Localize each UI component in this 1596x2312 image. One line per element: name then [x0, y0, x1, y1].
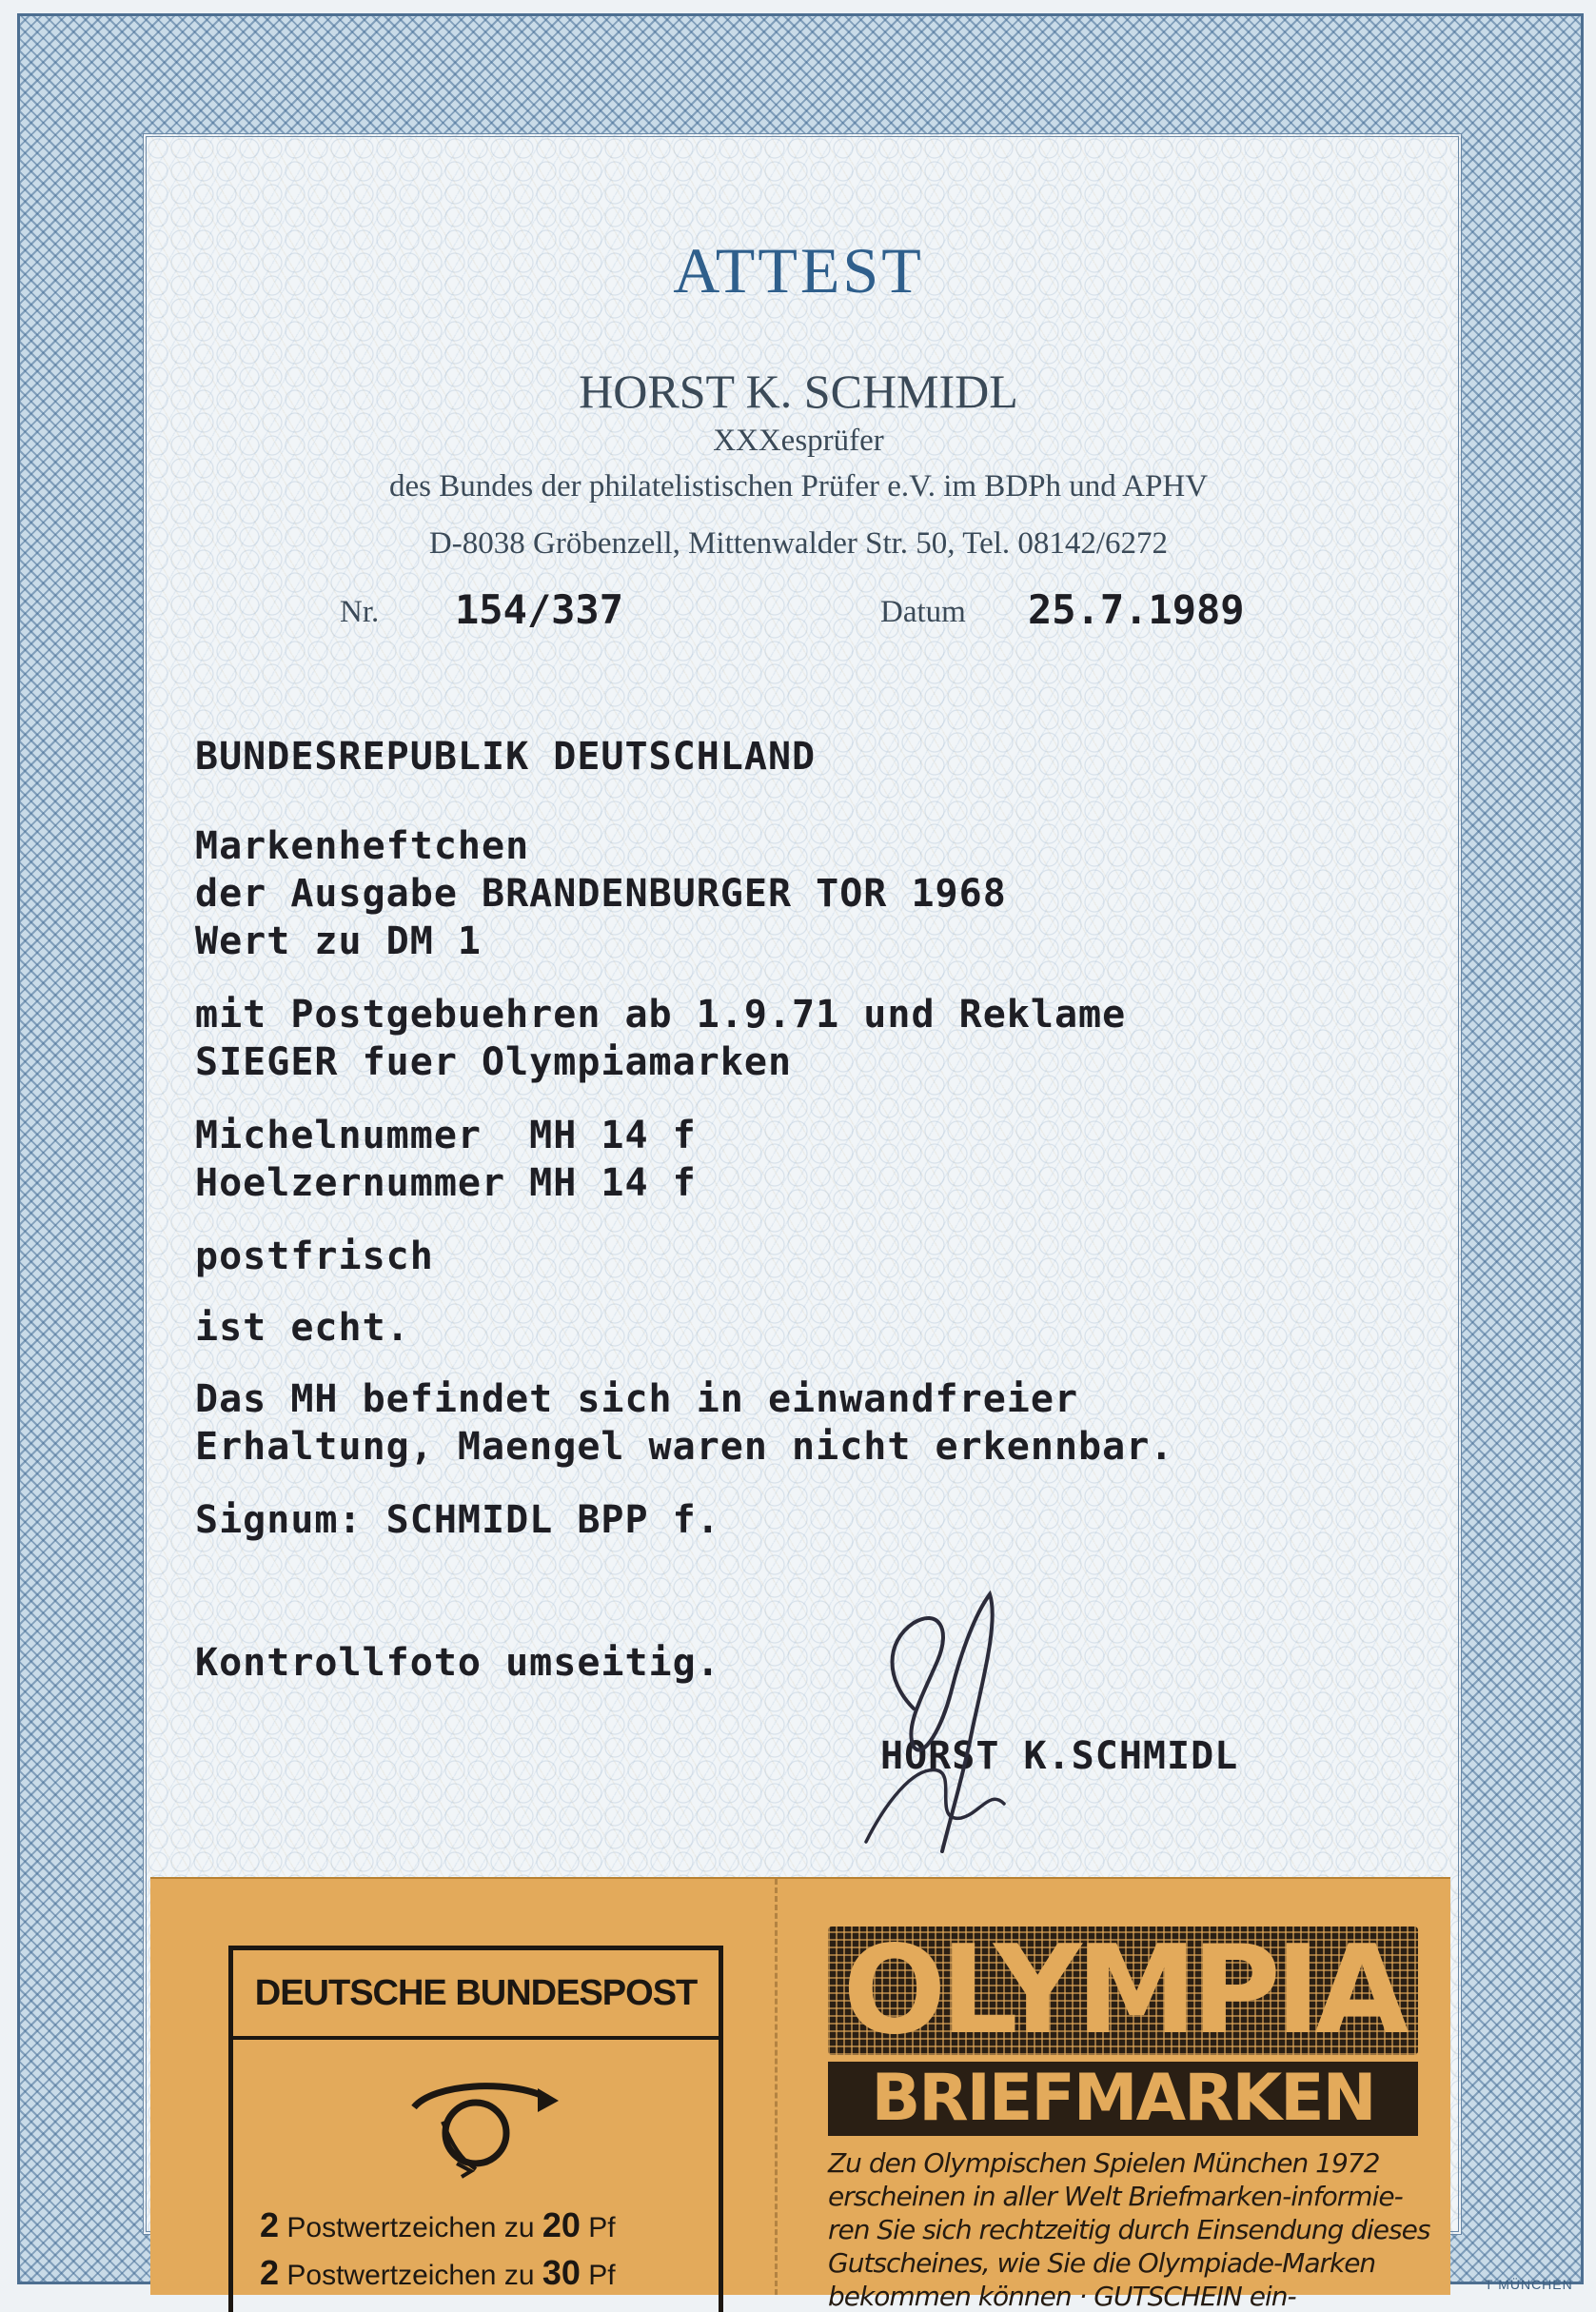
promo-line: Zu den Olympischen Spielen München 1972: [828, 2147, 1380, 2179]
booklet-cover: [150, 1877, 1450, 2312]
body-line-state-1: Das MH befindet sich in einwandfreier: [195, 1377, 1079, 1421]
body-line-item: Markenheftchen: [195, 824, 530, 868]
stamp-line-20: [260, 2205, 616, 2245]
examiner-address: D-8038 Gröbenzell, Mittenwalder Str. 50, Tel. 08142/6272: [428, 526, 1169, 561]
booklet-postal-panel: [228, 1946, 723, 2312]
signature: [847, 1575, 1104, 1861]
stamp-unit: Pf: [588, 2212, 616, 2243]
body-line-condition: postfrisch: [195, 1235, 434, 1278]
olympia-title: OLYMPIA: [828, 1927, 1418, 2055]
certificate-title: ATTEST: [673, 234, 924, 306]
body-line-postage: mit Postgebuehren ab 1.9.71 und Reklame: [195, 993, 1127, 1037]
body-line-genuine: ist echt.: [195, 1306, 410, 1350]
body-line-hoelzer: Hoelzernummer MH 14 f: [195, 1161, 697, 1205]
promo-line: ren Sie sich rechtzeitig durch Einsendung dieses: [828, 2214, 1430, 2245]
edge-imprint: T MÜNCHEN: [1485, 2277, 1573, 2292]
body-line-state-2: Erhaltung, Maengel waren nicht erkennbar.: [195, 1425, 1174, 1469]
typed-signature-name: HORST K.SCHMIDL: [880, 1734, 1239, 1778]
stamp-line-30: [260, 2253, 616, 2293]
body-line-advert: SIEGER fuer Olympiamarken: [195, 1040, 793, 1084]
examiner-association: des Bundes der philatelistischen Prüfer e.V. im BDPh und APHV: [388, 469, 1209, 504]
posthorn-icon: [395, 2065, 566, 2179]
body-line-issue: der Ausgabe BRANDENBURGER TOR 1968: [195, 872, 1007, 916]
stamp-unit: Pf: [588, 2260, 616, 2291]
stamp-text: Postwertzeichen zu: [286, 2212, 535, 2243]
datum-value: 25.7.1989: [1028, 586, 1245, 633]
datum-label: Datum: [880, 595, 966, 629]
promo-line: bekommen können · GUTSCHEIN ein-: [828, 2281, 1296, 2312]
promo-line: erscheinen in aller Welt Briefmarken-informie-: [828, 2181, 1403, 2212]
nr-label: Nr.: [340, 595, 380, 629]
body-line-michel: Michelnummer MH 14 f: [195, 1114, 697, 1157]
body-line-value: Wert zu DM 1: [195, 919, 482, 963]
examiner-name: HORST K. SCHMIDL: [579, 365, 1018, 418]
booklet-header: DEUTSCHE BUNDESPOST: [233, 1950, 719, 2040]
stamp-value: 30: [542, 2253, 581, 2292]
stamp-count: 2: [260, 2253, 280, 2292]
promo-line: Gutscheines, wie Sie die Olympiade-Marken: [828, 2247, 1376, 2279]
stamp-value: 20: [542, 2205, 581, 2244]
examiner-role: XXXesprüfer: [713, 424, 884, 458]
briefmarken-title: BRIEFMARKEN: [828, 2062, 1418, 2136]
booklet-fold: [775, 1879, 778, 2295]
body-line-signum: Signum: SCHMIDL BPP f.: [195, 1498, 720, 1542]
body-line-country: BUNDESREPUBLIK DEUTSCHLAND: [195, 735, 817, 779]
nr-value: 154/337: [455, 586, 624, 633]
stamp-text: Postwertzeichen zu: [286, 2260, 535, 2291]
stamp-count: 2: [260, 2205, 280, 2244]
body-line-photo: Kontrollfoto umseitig.: [195, 1641, 720, 1685]
